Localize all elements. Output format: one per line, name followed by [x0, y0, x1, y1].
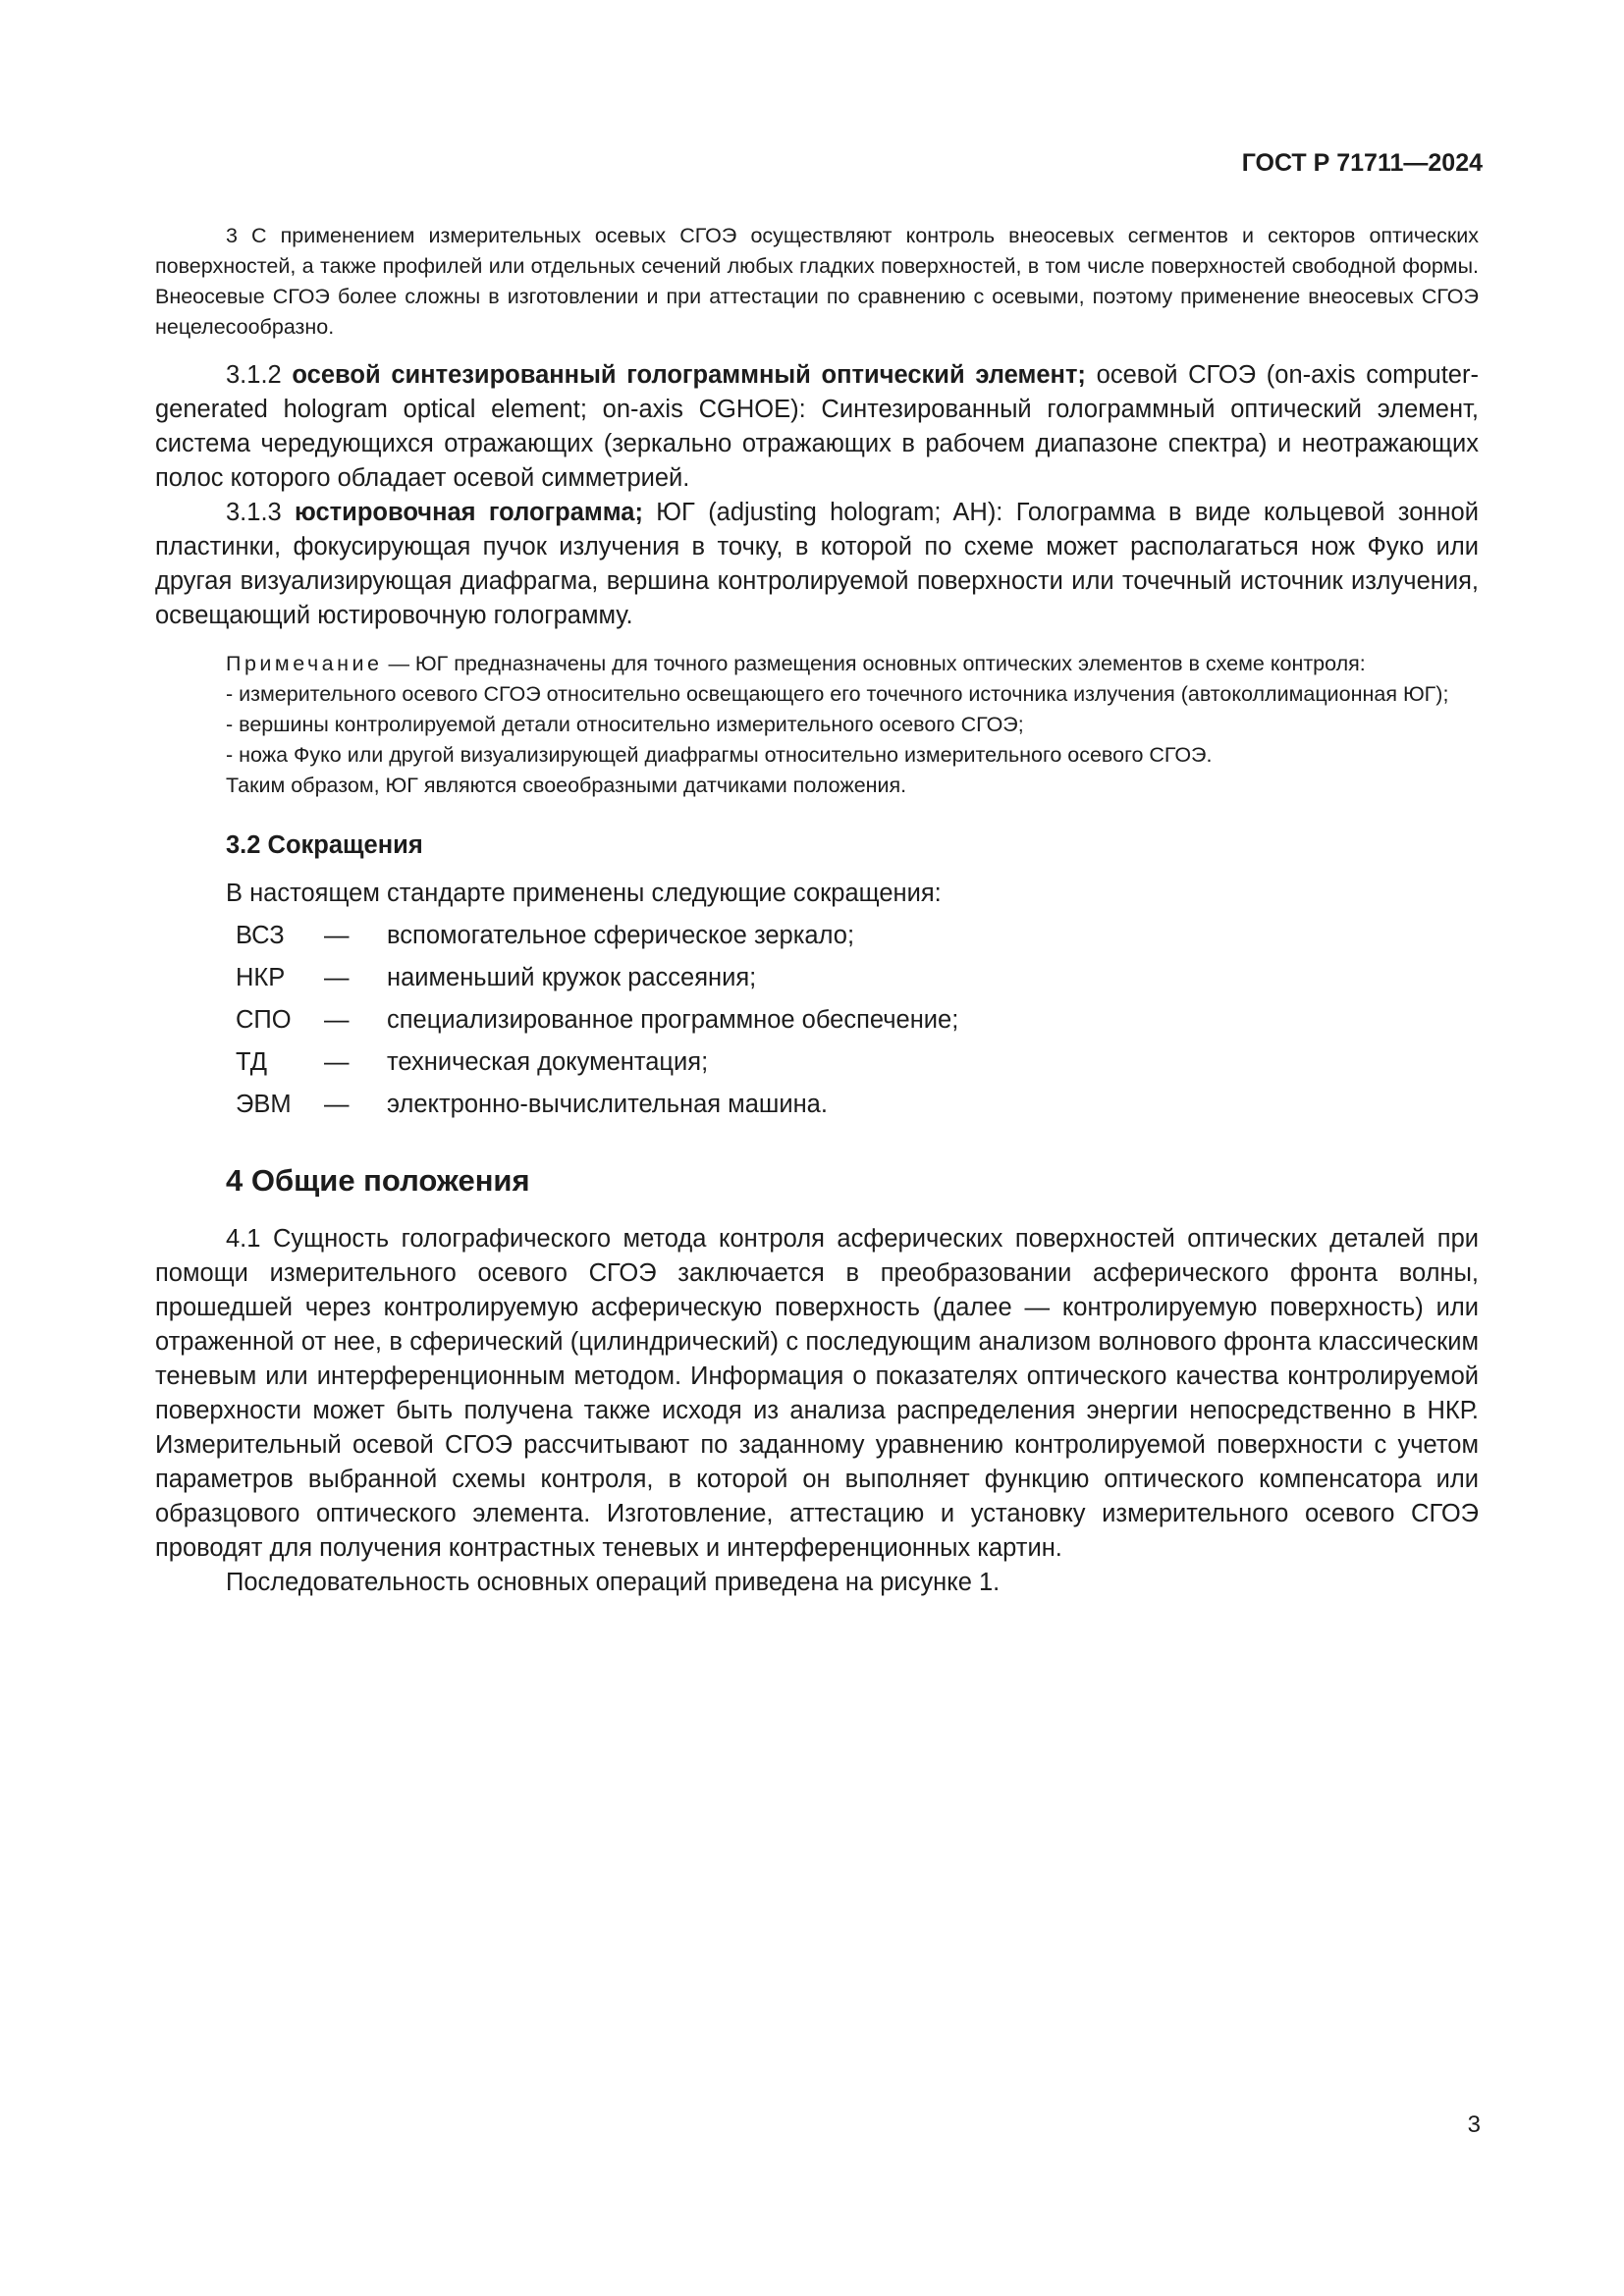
term-title: осевой синтезированный голограммный оптический элемент;	[292, 361, 1086, 389]
note-ug-item: - вершины контролируемой детали относительно измерительного осевого СГОЭ;	[226, 713, 1024, 736]
note-ug-item: - ножа Фуко или другой визуализирующей диафрагмы относительно измерительного осевого СГОЭ.	[226, 743, 1213, 767]
abbreviation-row	[236, 961, 1479, 995]
section-4-heading: 4 Общие положения	[226, 1163, 530, 1198]
abbreviation-meaning: вспомогательное сферическое зеркало;	[387, 922, 855, 949]
abbreviation-code: ЭВМ	[236, 1091, 292, 1118]
note-ug-text: — ЮГ предназначены для точного размещения основных оптических элементов в схеме контроля:	[388, 652, 1366, 675]
section-3-2-intro: В настоящем стандарте применены следующие сокращения:	[226, 880, 942, 907]
abbreviation-row	[236, 919, 1479, 953]
abbreviation-meaning: техническая документация;	[387, 1048, 709, 1076]
paragraph-4-1: 4.1 Сущность голографического метода контроля асферических поверхностей оптических деталей при помощи измерительного осевого СГОЭ заключается в преобразовании асферического фронта волны, прошедшей через контролируемую асферическую поверхность (далее — контролируемую поверхность) или отраженной от нее, в сферический (цилиндрический) с последующим анализом волнового фронта классическим теневым или интерференционным методом. Информация о показателях оптического качества контролируемой поверхности может быть получена также исходя из анализа распределения энергии непосредственно в НКР. Измерительный осевой СГОЭ рассчитывают по заданному уравнению контролируемой поверхности с учетом параметров выбранной схемы контроля, в которой он выполняет функцию оптического компенсатора или образцового оптического элемента. Изготовление, аттестацию и установку измерительного осевого СГОЭ проводят для получения контрастных теневых и интерференционных картин.	[155, 1225, 1479, 1562]
page-number: 3	[1467, 2111, 1481, 2138]
note-3: 3 С применением измерительных осевых СГОЭ осуществляют контроль внеосевых сегментов и секторов оптических поверхностей, а также профилей или отдельных сечений любых гладких поверхностей, в том числе поверхностей свободной формы. Внеосевые СГОЭ более сложны в изготовлении и при аттестации по сравнению с осевыми, поэтому применение внеосевых СГОЭ нецелесообразно.	[155, 224, 1479, 339]
document-code: ГОСТ Р 71711—2024	[1241, 149, 1483, 177]
abbreviation-row	[236, 1088, 1479, 1122]
page-content	[155, 221, 1479, 1600]
abbreviation-dash: —	[324, 922, 350, 949]
abbreviation-meaning: наименьший кружок рассеяния;	[387, 964, 757, 991]
abbreviation-dash: —	[324, 1006, 350, 1034]
section-3-2-heading: 3.2 Сокращения	[226, 831, 423, 859]
abbreviation-code: ВСЗ	[236, 922, 285, 949]
term-definition: осевой СГОЭ (on-axis computer-generated hologram optical element; on-axis CGHOE): Синтезированный голограммный оптический элемент, система чередующихся отражающих (зеркально отражающих в рабочем диапазоне спектра) и неотражающих полос которого обладает осевой симметрией.	[155, 361, 1479, 492]
abbreviation-dash: —	[324, 1091, 350, 1118]
abbreviation-meaning: электронно-вычислительная машина.	[387, 1091, 828, 1118]
paragraph-sequence: Последовательность основных операций приведена на рисунке 1.	[226, 1569, 1001, 1596]
note-ug-item: - измерительного осевого СГОЭ относительно освещающего его точечного источника излучения (автоколлимационная ЮГ);	[226, 682, 1449, 706]
abbreviation-code: ТД	[236, 1048, 267, 1076]
note-label: Примечание	[226, 652, 383, 675]
term-title: юстировочная голограмма;	[295, 499, 643, 526]
abbreviation-code: НКР	[236, 964, 286, 991]
abbreviation-row	[236, 1045, 1479, 1080]
abbreviation-dash: —	[324, 964, 350, 991]
term-3-1-2	[155, 358, 1479, 496]
note-ug-conclusion: Таким образом, ЮГ являются своеобразными датчиками положения.	[226, 774, 907, 797]
abbreviation-dash: —	[324, 1048, 350, 1076]
term-definition: ЮГ (adjusting hologram; AH): Голограмма в виде кольцевой зонной пластинки, фокусирующая пучок излучения в точку, в которой по схеме может располагаться нож Фуко или другая визуализирующая диафрагма, вершина контролируемой поверхности или точечный источник излучения, освещающий юстировочную голограмму.	[155, 499, 1479, 629]
term-number: 3.1.2	[226, 361, 282, 389]
term-number: 3.1.3	[226, 499, 282, 526]
abbreviation-row	[236, 1003, 1479, 1038]
abbreviation-meaning: специализированное программное обеспечение;	[387, 1006, 959, 1034]
abbreviation-code: СПО	[236, 1006, 292, 1034]
term-3-1-3	[155, 496, 1479, 633]
note-ug	[155, 649, 1479, 801]
note-ug-intro	[155, 649, 1479, 679]
